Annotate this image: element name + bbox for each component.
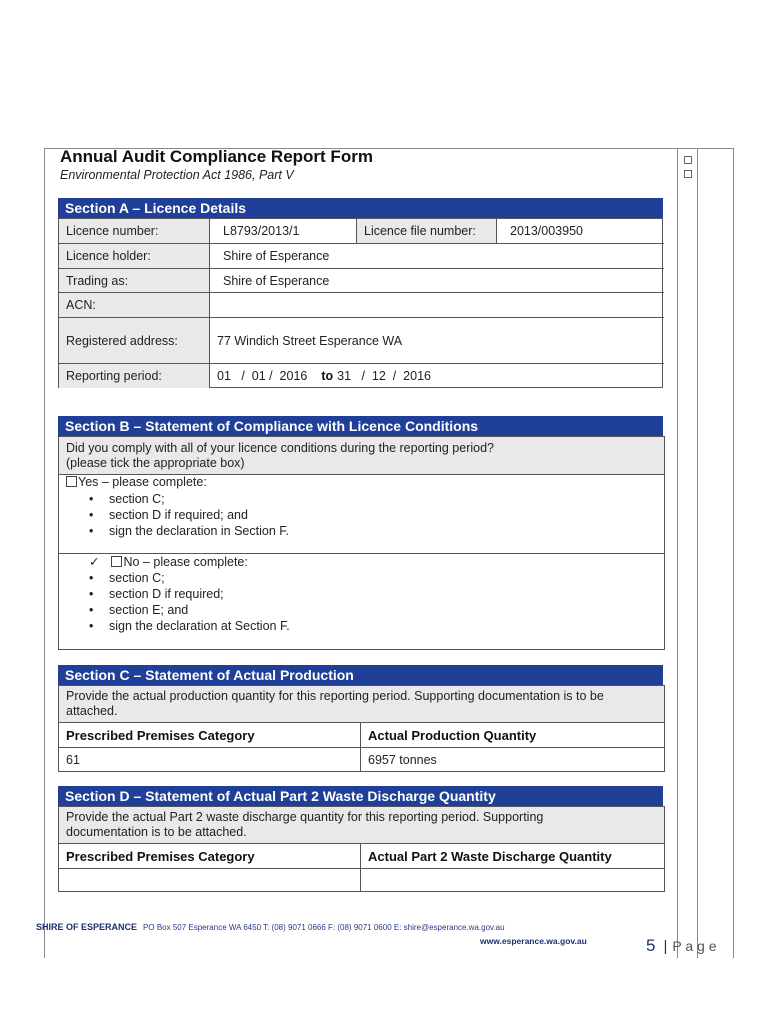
section-d-col-category: Prescribed Premises Category	[66, 848, 255, 864]
licence-holder-value: Shire of Esperance	[223, 249, 330, 263]
yes-item-2: • section D if required; and	[85, 507, 289, 523]
footer-org: SHIRE OF ESPERANCE	[36, 922, 138, 932]
page-separator: |	[663, 938, 668, 955]
section-c-instruction: Provide the actual production quantity for this reporting period. Supporting documentation is to be attached.	[66, 689, 604, 718]
footer-contact: PO Box 507 Esperance WA 6450 T: (08) 9071 0666 F: (08) 9071 0600 E: shire@esperance.wa.gov.au	[143, 923, 505, 932]
period-to-word: to	[321, 369, 334, 383]
section-c-row-category: 61	[66, 753, 80, 767]
yes-item-3: • sign the declaration in Section F.	[85, 523, 289, 539]
section-d-instruction: Provide the actual Part 2 waste discharge quantity for this reporting period. Supporting documentation is to be attached.	[66, 810, 544, 839]
licence-number-label: Licence number:	[59, 219, 209, 243]
reporting-period-label: Reporting period:	[59, 364, 209, 388]
page-word: P a g e	[672, 938, 717, 954]
frame-right-line-3	[733, 148, 734, 958]
no-item-3: • section E; and	[85, 602, 290, 618]
frame-left-line	[44, 148, 45, 958]
registered-address-value: 77 Windich Street Esperance WA	[217, 333, 403, 348]
footer-website[interactable]: www.esperance.wa.gov.au	[480, 936, 587, 946]
frame-right-line-1	[677, 148, 678, 958]
no-item-4: • sign the declaration at Section F.	[85, 618, 290, 634]
section-c-row-quantity: 6957 tonnes	[368, 753, 437, 767]
section-d-table	[58, 806, 665, 892]
section-d-heading: Section D – Statement of Actual Part 2 Waste Discharge Quantity	[58, 786, 663, 806]
yes-label: Yes – please complete:	[78, 475, 207, 489]
section-c-col-category: Prescribed Premises Category	[66, 727, 255, 743]
yes-item-1: • section C;	[85, 491, 289, 507]
section-c-col-quantity: Actual Production Quantity	[368, 727, 537, 743]
registered-address-label: Registered address:	[59, 318, 209, 363]
acn-value	[216, 293, 656, 317]
yes-list	[85, 491, 289, 539]
section-b-table	[58, 436, 665, 650]
section-b-heading: Section B – Statement of Compliance with Licence Conditions	[58, 416, 663, 436]
form-title: Annual Audit Compliance Report Form	[60, 147, 373, 166]
period-from: 01 / 01 / 2016	[217, 369, 308, 383]
acn-label: ACN:	[59, 293, 209, 317]
section-d-col-quantity: Actual Part 2 Waste Discharge Quantity	[368, 848, 612, 864]
yes-option[interactable]	[66, 475, 207, 489]
trading-as-value: Shire of Esperance	[223, 273, 330, 288]
margin-checkbox-2	[684, 170, 692, 178]
no-option[interactable]	[89, 554, 248, 569]
no-tick-icon: ✓	[89, 555, 100, 569]
section-d-row-quantity	[361, 869, 661, 892]
no-checkbox[interactable]	[111, 556, 122, 567]
footer-contact-line	[36, 922, 505, 932]
yes-checkbox[interactable]	[66, 476, 77, 487]
margin-checkbox-1	[684, 156, 692, 164]
section-a-heading: Section A – Licence Details	[58, 198, 663, 218]
section-c-heading: Section C – Statement of Actual Production	[58, 665, 663, 685]
no-list	[85, 570, 290, 634]
licence-file-number-label: Licence file number:	[357, 219, 496, 243]
no-item-2: • section D if required;	[85, 586, 290, 602]
section-a-table	[58, 218, 663, 388]
licence-holder-label: Licence holder:	[59, 244, 209, 268]
no-item-1: • section C;	[85, 570, 290, 586]
page-number: 5	[646, 936, 656, 955]
compliance-question-note: (please tick the appropriate box)	[66, 456, 245, 470]
no-label: No – please complete:	[123, 555, 248, 569]
form-subtitle: Environmental Protection Act 1986, Part V	[60, 168, 294, 182]
licence-file-number-value: 2013/003950	[510, 224, 583, 238]
trading-as-label: Trading as:	[59, 269, 209, 292]
licence-number-value: L8793/2013/1	[223, 224, 300, 238]
section-d-row-category	[59, 869, 359, 892]
frame-right-line-2	[697, 148, 698, 958]
page-number-block	[646, 936, 717, 956]
reporting-period-value	[210, 364, 660, 388]
compliance-question: Did you comply with all of your licence conditions during the reporting period?	[66, 441, 495, 455]
section-c-table	[58, 685, 665, 772]
period-to: 31 / 12 / 2016	[337, 369, 431, 383]
